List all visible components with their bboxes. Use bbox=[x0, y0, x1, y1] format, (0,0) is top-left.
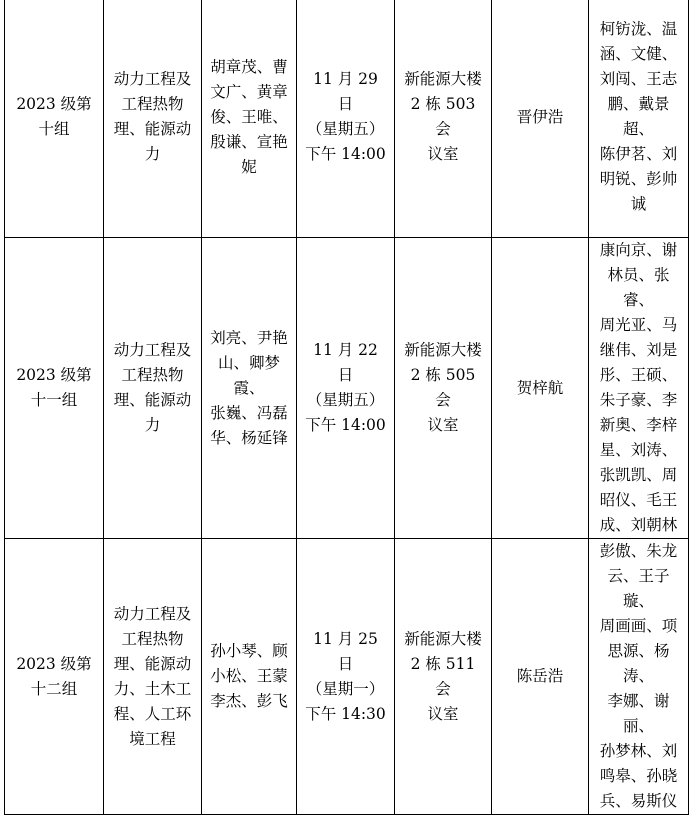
major-text: 动力工程及 工程热物 理、能源动 力 bbox=[113, 341, 192, 434]
students-text: 柯钫泷、温 涵、文健、 刘闯、王志 鹏、戴景超、 陈伊茗、刘 明锐、彭帅 诚 bbox=[599, 20, 678, 213]
teachers-text: 刘亮、尹艳 山、卿梦霞、 张巍、冯磊 华、杨延锋 bbox=[210, 328, 288, 447]
secretary-text: 晋伊浩 bbox=[516, 107, 564, 126]
students-text: 彭傲、朱龙 云、王子璇、 周画画、项 思源、杨涛、 李娜、谢丽、 孙梦林、刘 鸣皋、孙晓 兵、易斯仪 bbox=[599, 542, 678, 810]
students-text: 康向京、谢 林员、张睿、 周光亚、马 继伟、刘是 彤、王硕、 朱子豪、李 新奥、李梓 星、刘涛、 张凯凯、周 昭仪、毛王 成、刘朝林 bbox=[599, 241, 678, 534]
time-text: 11 月 29 日 （星期五） 下午 14:00 bbox=[305, 70, 386, 163]
major-text: 动力工程及 工程热物 理、能源动 力 bbox=[113, 70, 192, 163]
defense-schedule-table bbox=[4, 0, 689, 815]
secretary-cell bbox=[492, 0, 589, 238]
time-cell bbox=[297, 0, 395, 238]
major-text: 动力工程及 工程热物 理、能源动 力、土木工 程、人工环 境工程 bbox=[113, 604, 192, 748]
teachers-text: 胡章茂、曹 文广、黄章 俊、王唯、 殷谦、宣艳 妮 bbox=[210, 57, 288, 176]
location-text: 新能源大楼 2 栋 503 会 议室 bbox=[404, 70, 482, 163]
location-cell bbox=[395, 539, 492, 815]
group-cell bbox=[5, 0, 104, 238]
time-cell bbox=[297, 539, 395, 815]
time-text: 11 月 22 日 （星期五） 下午 14:00 bbox=[305, 341, 386, 434]
group-cell bbox=[5, 238, 104, 539]
time-text: 11 月 25 日 （星期一） 下午 14:30 bbox=[305, 629, 386, 723]
major-cell bbox=[104, 539, 202, 815]
group-text: 2023 级第 十一组 bbox=[16, 366, 92, 409]
students-cell bbox=[589, 0, 689, 238]
group-text: 2023 级第 十二组 bbox=[16, 654, 92, 698]
students-cell bbox=[589, 238, 689, 539]
location-cell bbox=[395, 0, 492, 238]
location-text: 新能源大楼 2 栋 511 会 议室 bbox=[404, 629, 482, 723]
major-cell bbox=[104, 238, 202, 539]
secretary-text: 贺梓航 bbox=[516, 378, 564, 397]
secretary-text: 陈岳浩 bbox=[516, 667, 564, 685]
teachers-text: 孙小琴、顾 小松、王蒙 李杰、彭飞 bbox=[210, 642, 288, 710]
teachers-cell bbox=[202, 539, 297, 815]
students-cell bbox=[589, 539, 689, 815]
time-cell bbox=[297, 238, 395, 539]
table-row bbox=[5, 238, 689, 539]
table-row bbox=[5, 0, 689, 238]
group-text: 2023 级第 十组 bbox=[16, 95, 92, 138]
location-cell bbox=[395, 238, 492, 539]
major-cell bbox=[104, 0, 202, 238]
teachers-cell bbox=[202, 238, 297, 539]
location-text: 新能源大楼 2 栋 505 会 议室 bbox=[404, 341, 482, 434]
secretary-cell bbox=[492, 539, 589, 815]
secretary-cell bbox=[492, 238, 589, 539]
teachers-cell bbox=[202, 0, 297, 238]
table-row bbox=[5, 539, 689, 815]
group-cell bbox=[5, 539, 104, 815]
